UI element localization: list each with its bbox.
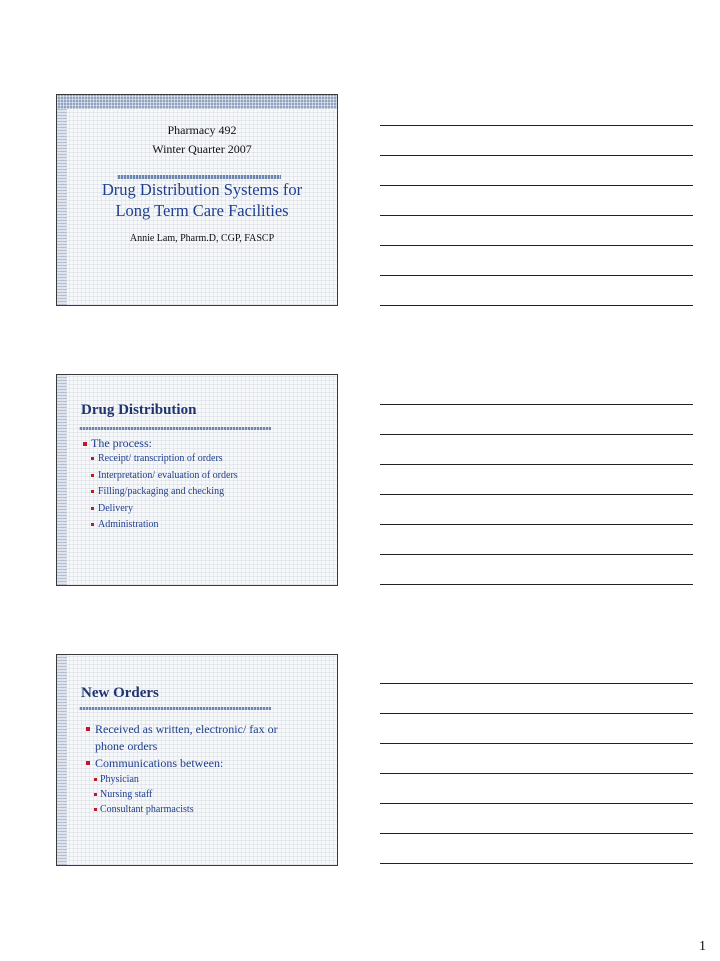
notes-line: [380, 245, 693, 246]
slide-3: [56, 654, 338, 866]
notes-line: [380, 713, 693, 714]
bullet-square-icon: [83, 442, 87, 446]
notes-line: [380, 275, 693, 276]
notes-line: [380, 185, 693, 186]
list-item: Received as written, electronic/ fax or: [86, 721, 327, 738]
notes-line: [380, 803, 693, 804]
author-name: Annie Lam, Pharm.D, CGP, FASCP: [129, 233, 275, 244]
notes-line: [380, 155, 693, 156]
slide-header-band: [57, 95, 337, 109]
notes-line: [380, 743, 693, 744]
notes-line: [380, 305, 693, 306]
notes-line: [380, 833, 693, 834]
list-item: Interpretation/ evaluation of orders: [91, 468, 327, 485]
bullet-square-icon: [91, 457, 94, 460]
notes-line: [380, 404, 693, 405]
notes-line: [380, 554, 693, 555]
list-item: Physician: [94, 772, 327, 787]
slide-2: [56, 374, 338, 586]
presentation-title: [67, 179, 337, 221]
title-line-2: Long Term Care Facilities: [115, 201, 289, 220]
slide-title: New Orders: [81, 685, 159, 701]
list-item: Consultant pharmacists: [94, 802, 327, 817]
title-line-1: Drug Distribution Systems for: [101, 180, 303, 199]
notes-line: [380, 464, 693, 465]
quarter-label: Winter Quarter 2007: [152, 142, 252, 156]
slide-1: [56, 94, 338, 306]
list-item: Filling/packaging and checking: [91, 484, 327, 501]
list-item: Nursing staff: [94, 787, 327, 802]
list-item: Administration: [91, 517, 327, 534]
list-item-continuation: phone orders: [95, 739, 158, 753]
list-item: Receipt/ transcription of orders: [91, 451, 327, 468]
title-underline: [79, 427, 271, 430]
notes-line: [380, 125, 693, 126]
notes-line: [380, 434, 693, 435]
bullet-square-icon: [86, 727, 90, 731]
notes-line: [380, 683, 693, 684]
list-item: The process:: [83, 436, 327, 451]
course-name: Pharmacy 492: [167, 123, 237, 137]
notes-line: [380, 215, 693, 216]
bullet-square-icon: [91, 507, 94, 510]
list-item: Delivery: [91, 501, 327, 518]
bullet-square-icon: [91, 490, 94, 493]
bullet-square-icon: [86, 761, 90, 765]
notes-line: [380, 863, 693, 864]
title-underline: [79, 707, 271, 710]
bullet-square-icon: [91, 523, 94, 526]
notes-line: [380, 773, 693, 774]
bullet-square-icon: [94, 778, 97, 781]
bullet-square-icon: [91, 474, 94, 477]
list-item: Communications between:: [86, 755, 327, 772]
bullet-square-icon: [94, 808, 97, 811]
bullet-list: [83, 436, 327, 534]
bullet-square-icon: [94, 793, 97, 796]
page-number: 1: [699, 939, 706, 954]
bullet-list: [86, 721, 327, 817]
notes-line: [380, 494, 693, 495]
slide-title: Drug Distribution: [81, 402, 197, 418]
notes-line: [380, 524, 693, 525]
notes-line: [380, 584, 693, 585]
